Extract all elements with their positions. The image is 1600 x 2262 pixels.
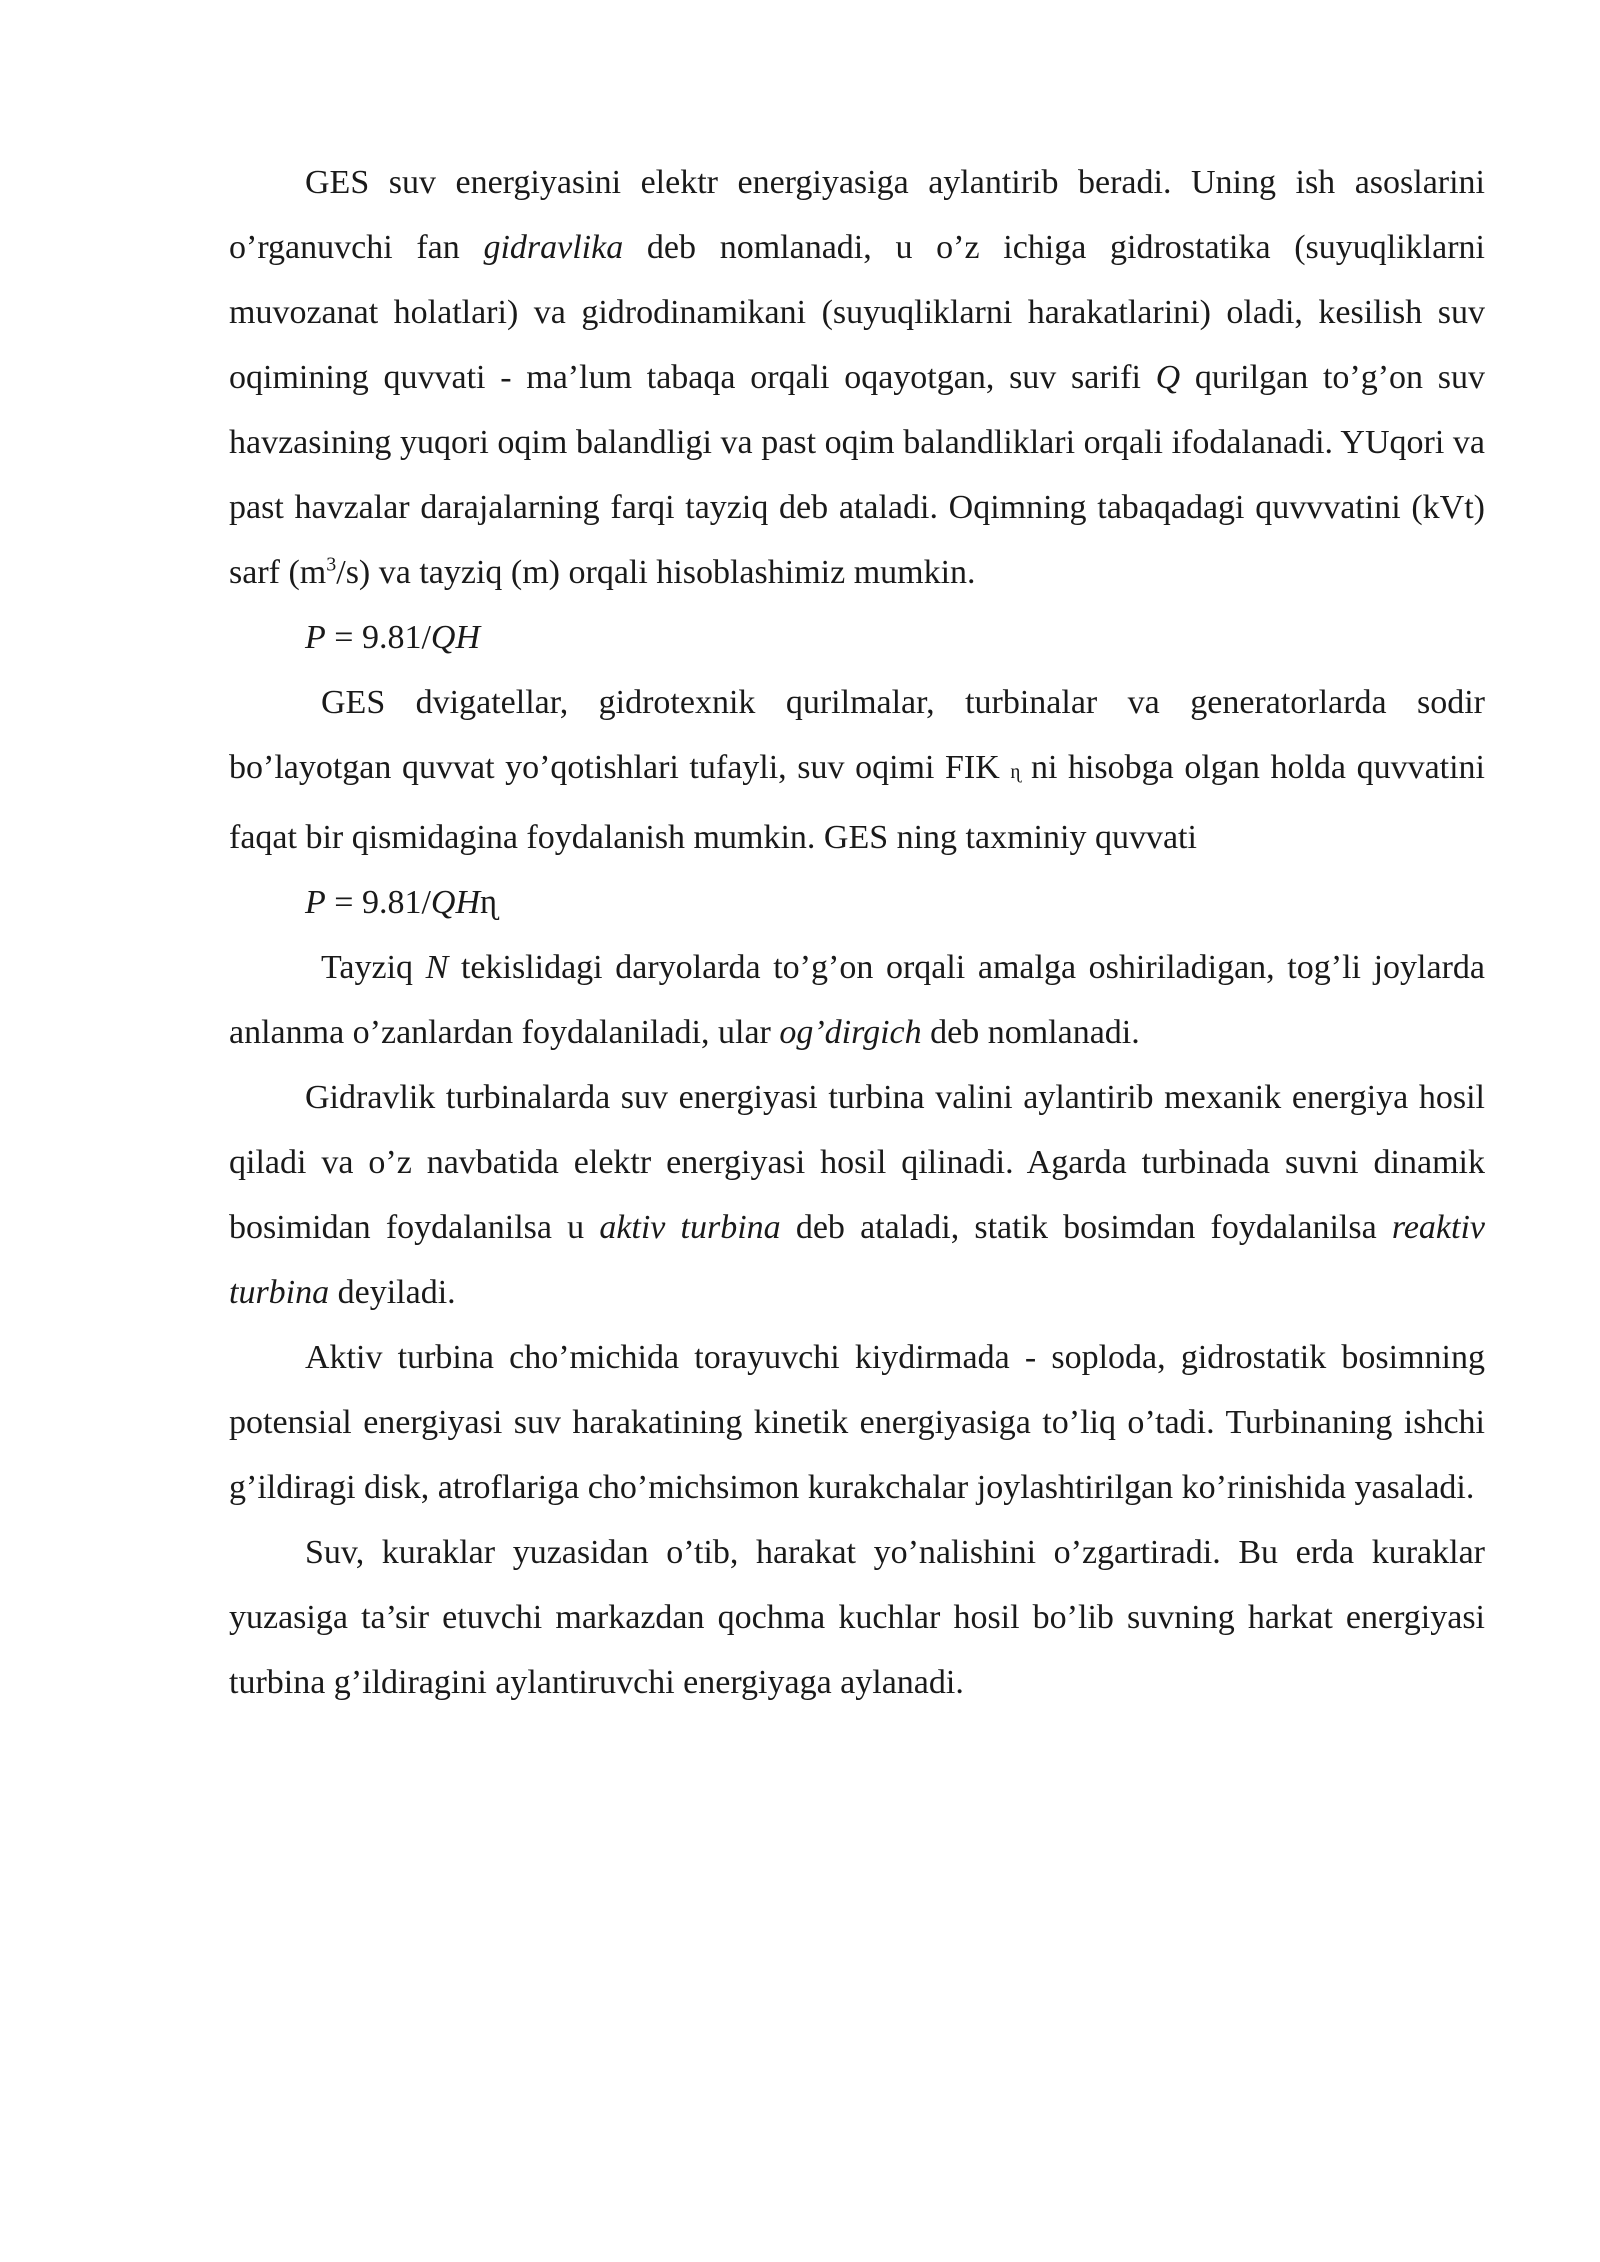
term-aktiv-turbina: aktiv turbina xyxy=(599,1209,781,1246)
formula-power xyxy=(229,605,1485,670)
text-run: Suv, kuraklar yuzasidan o’tib, harakat yo’nalishini o’zgartiradi. Bu erda kuraklar yuzasiga ta’sir etuvchi markazdan qochma kuchlar hosil bo’lib suvning harkat energiyasi turbina g’ildiragini aylantiruvchi energiyaga aylanadi. xyxy=(229,1534,1485,1701)
symbol-q: Q xyxy=(1155,359,1181,396)
symbol-qh: QH xyxy=(430,884,481,921)
term-ogdirgich: og’dirgich xyxy=(779,1014,922,1051)
document-body xyxy=(229,150,1485,1715)
superscript-3: 3 xyxy=(326,553,337,576)
formula-operator: = 9.81/ xyxy=(325,884,431,921)
term-gidravlika: gidravlika xyxy=(483,229,624,266)
text-run: tekislidagi daryolarda to’g’on orqali amalga oshiriladigan, tog’li joylarda anlanma o’zanlardan foydalaniladi, ular xyxy=(229,949,1485,1051)
formula-power-efficiency xyxy=(229,870,1485,935)
text-run: qurilgan to’g’on suv havzasining yuqori oqim balandligi va past oqim balandliklari orqali ifodalanadi. YUqori va past havzalar darajalarning farqi tayziq deb ataladi. Oqimning tabaqadagi quvvvatini (kVt) sarf (m xyxy=(229,359,1485,591)
text-run: deb nomlanadi. xyxy=(921,1014,1140,1051)
symbol-qh: QH xyxy=(430,619,481,656)
paragraph-ges-losses xyxy=(229,670,1485,870)
symbol-p: P xyxy=(305,619,326,656)
text-run: deb nomlanadi, u o’z ichiga gidrostatika (suyuqliklarni muvozanat holatlari) va gidrodinamikani (suyuqliklarni harakatlarini) oladi, kesilish suv oqimining quvvati - ma’lum tabaqa orqali oqayotgan, suv sarifi xyxy=(229,229,1485,396)
text-run: deyiladi. xyxy=(329,1274,456,1311)
text-run: GES dvigatellar, gidrotexnik qurilmalar, turbinalar va generatorlarda sodir bo’layotgan quvvat yo’qotishlari tufayli, suv oqimi FIK xyxy=(229,684,1485,786)
symbol-eta: ɳ xyxy=(1010,761,1021,783)
symbol-n: N xyxy=(425,949,449,986)
text-run: Gidravlik turbinalarda suv energiyasi turbina valini aylantirib mexanik energiya hosil qiladi va o’z navbatida elektr energiyasi hosil qilinadi. Agarda turbinada suvni dinamik bosimidan foydalanilsa u xyxy=(229,1079,1485,1246)
paragraph-tayziq xyxy=(229,935,1485,1065)
symbol-p: P xyxy=(305,884,326,921)
text-run: Aktiv turbina cho’michida torayuvchi kiydirmada - soploda, gidrostatik bosimning potensial energiyasi suv harakatining kinetik energiyasiga to’liq o’tadi. Turbinaning ishchi g’ildiragi disk, atroflariga cho’michsimon kurakchalar joylashtirilgan ko’rinishida yasaladi. xyxy=(229,1339,1485,1506)
paragraph-active-turbine xyxy=(229,1325,1485,1520)
paragraph-water-flow xyxy=(229,1520,1485,1715)
text-run: ni hisobga olgan holda quvvatini faqat bir qismidagina foydalanish mumkin. GES ning taxminiy quvvati xyxy=(229,749,1486,856)
formula-operator: = 9.81/ xyxy=(325,619,431,656)
paragraph-ges-intro xyxy=(229,150,1485,605)
text-run: GES suv energiyasini elektr energiyasiga aylantirib beradi. Uning ish asoslarini o’rganuvchi fan xyxy=(229,164,1485,266)
symbol-eta: ɳ xyxy=(480,884,498,921)
term-reaktiv-turbina: reaktiv turbina xyxy=(229,1209,1486,1311)
text-run: Tayziq xyxy=(321,949,426,986)
text-run: deb ataladi, statik bosimdan foydalanilsa xyxy=(780,1209,1392,1246)
text-run: /s) va tayziq (m) orqali hisoblashimiz mumkin. xyxy=(336,554,976,591)
paragraph-turbines xyxy=(229,1065,1485,1325)
